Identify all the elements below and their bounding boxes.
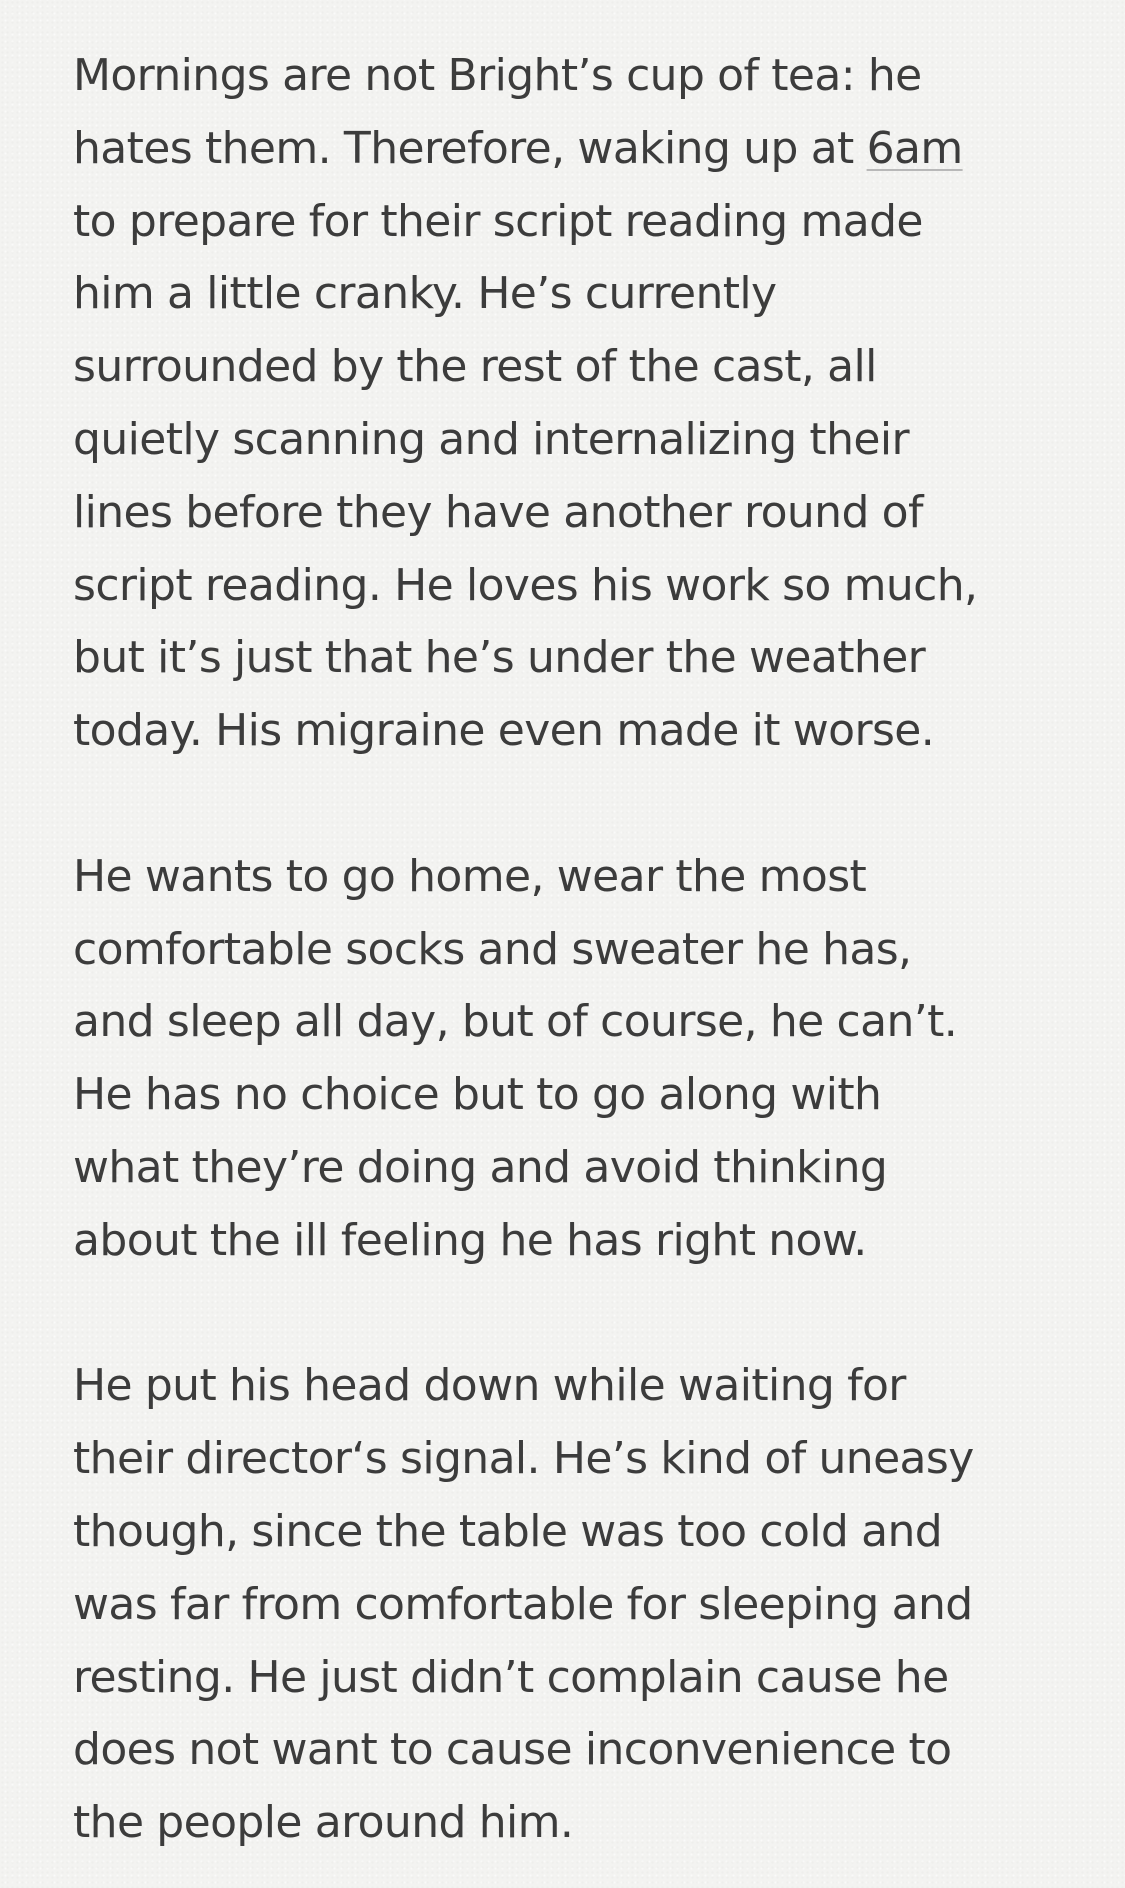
text-line: and sleep all day, but of course, he can’t.	[73, 996, 958, 1048]
text-line: surrounded by the rest of the cast, all	[73, 341, 877, 393]
text-line: but it’s just that he’s under the weather	[73, 632, 926, 684]
text-line: script reading. He loves his work so much,	[73, 559, 978, 611]
text-line: the people around him.	[73, 1797, 574, 1849]
text-line: He has no choice but to go along with	[73, 1069, 882, 1121]
text-line: today. His migraine even made it worse.	[73, 705, 935, 757]
text-line: resting. He just didn’t complain cause he	[73, 1651, 949, 1703]
text-line: to prepare for their script reading made	[73, 195, 923, 247]
text-line: their director‘s signal. He’s kind of uneasy	[73, 1433, 974, 1485]
text-line: Mornings are not Bright’s cup of tea: he	[73, 50, 922, 101]
paragraph-2	[73, 841, 1073, 1278]
text-line: what they’re doing and avoid thinking	[73, 1141, 888, 1193]
text-line	[73, 113, 1073, 186]
time-link-6am[interactable]: 6am	[866, 122, 963, 174]
paragraph-3	[73, 1350, 1073, 1860]
text-line: He put his head down while waiting for	[73, 1360, 906, 1412]
note-body[interactable]	[73, 40, 1073, 1860]
text-line: comfortable socks and sweater he has,	[73, 923, 912, 975]
text-line: lines before they have another round of	[73, 486, 923, 538]
paragraph-1	[73, 40, 1073, 768]
text-line: He wants to go home, wear the most	[73, 850, 867, 902]
text-line: quietly scanning and internalizing their	[73, 413, 909, 465]
text-line: was far from comfortable for sleeping and	[73, 1578, 973, 1630]
text-line: does not want to cause inconvenience to	[73, 1724, 952, 1776]
text-line: him a little cranky. He’s currently	[73, 268, 777, 320]
text-line: about the ill feeling he has right now.	[73, 1214, 867, 1266]
text-segment: hates them. Therefore, waking up at	[73, 122, 867, 174]
text-line: though, since the table was too cold and	[73, 1505, 943, 1557]
